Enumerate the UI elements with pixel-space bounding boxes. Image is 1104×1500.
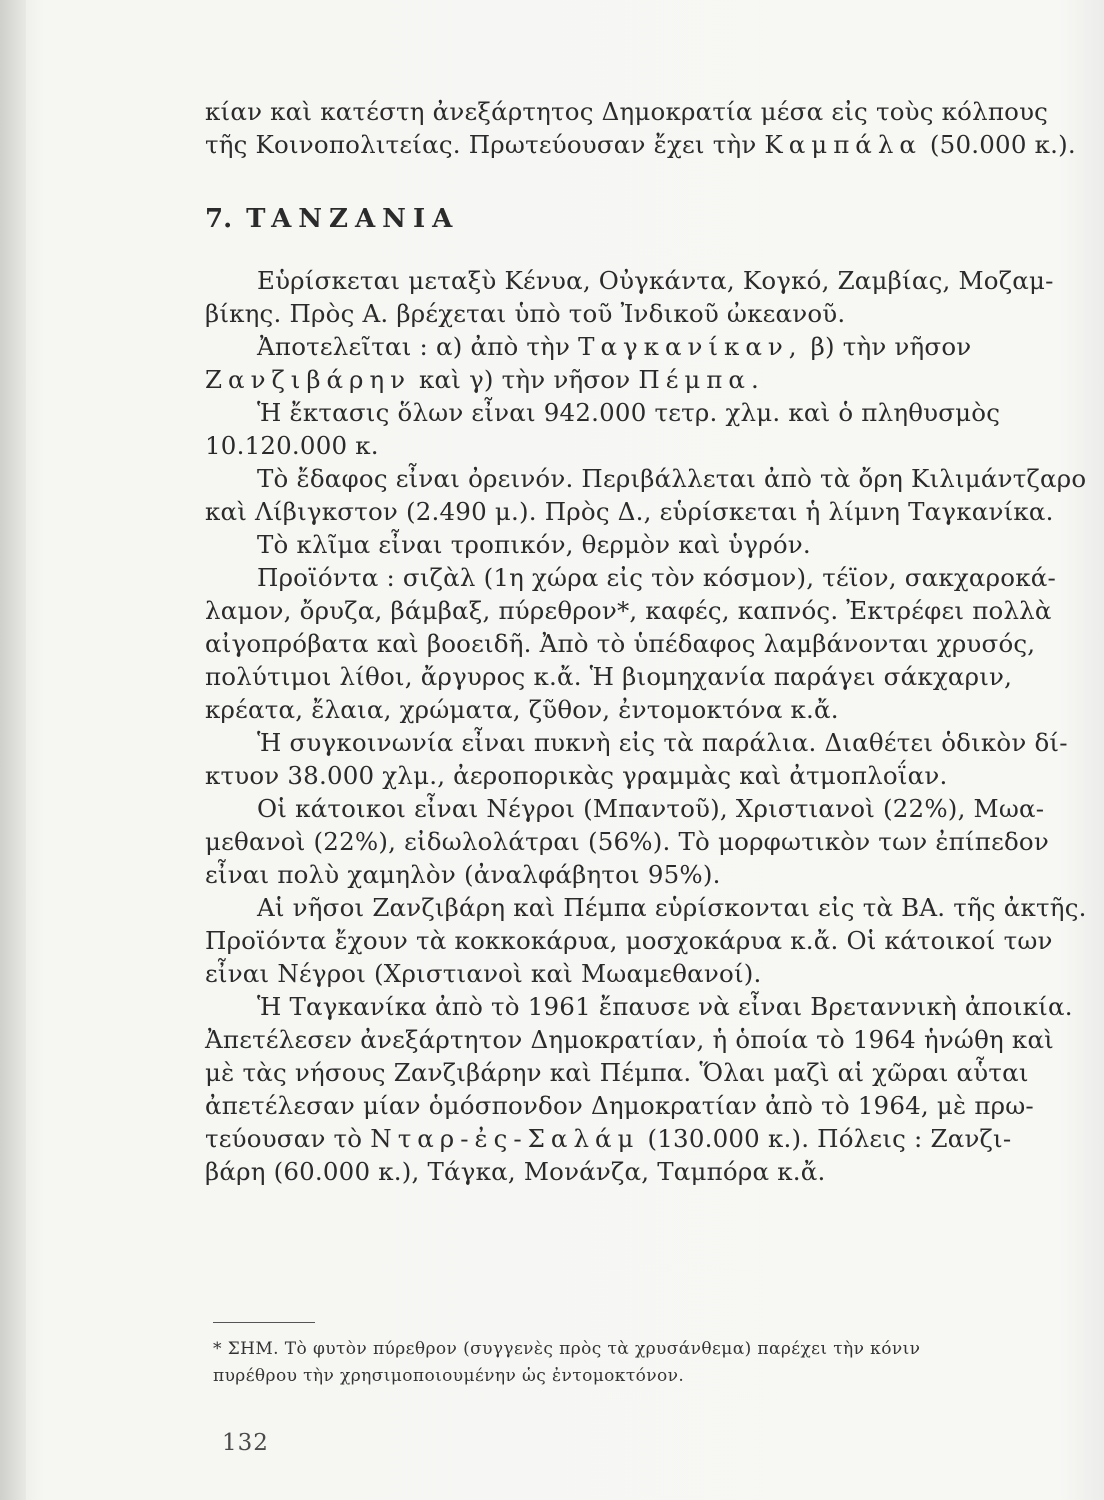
text-line: Προϊόντα : σιζὰλ (1η χώρα εἰς τὸν κόσμον), τέϊον, σακχαροκά- [257, 563, 1056, 592]
text-line: κτυον 38.000 χλμ., ἀεροπορικὰς γραμμὰς καὶ ἀτμοπλοΐαν. [205, 761, 948, 790]
footnote-line: πυρέθρου τὴν χρησιμοποιουμένην ὡς ἐντομοκτόνον. [213, 1366, 685, 1386]
footnote [213, 1336, 1083, 1390]
text-line: εἶναι Νέγροι (Χριστιανοὶ καὶ Μωαμεθανοί). [205, 959, 762, 988]
section-heading [205, 203, 1065, 236]
text-line: Αἱ νῆσοι Ζανζιβάρη καὶ Πέμπα εὑρίσκονται εἰς τὰ ΒΑ. τῆς ἀκτῆς. [257, 893, 1087, 922]
place-name: Ζανζιβάρην [205, 365, 412, 394]
text-line: ἀπετέλεσαν μίαν ὁμόσπονδον Δημοκρατίαν ἀπὸ τὸ 1964, μὲ πρω- [205, 1091, 1034, 1120]
text-line: Ἀπετέλεσεν ἀνεξάρτητον Δημοκρατίαν, ἡ ὁποία τὸ 1964 ἡνώθη καὶ [205, 1025, 1054, 1054]
text-line: κρέατα, ἔλαια, χρώματα, ζῦθον, ἐντομοκτόνα κ.ἄ. [205, 695, 839, 724]
text-line: Ἡ ἔκτασις ὅλων εἶναι 942.000 τετρ. χλμ. καὶ ὁ πληθυσμὸς [257, 398, 1001, 427]
text-line: κίαν καὶ κατέστη ἀνεξάρτητος Δημοκρατία μέσα εἰς τοὺς κόλπους [205, 97, 1049, 126]
text-line: Οἱ κάτοικοι εἶναι Νέγροι (Μπαντοῦ), Χριστιανοὶ (22%), Μωα- [257, 794, 1045, 823]
text-line: βάρη (60.000 κ.), Τάγκα, Μονάνζα, Ταμπόρα κ.ἄ. [205, 1157, 826, 1186]
capital-name: Νταρ-ἐς-Σαλάμ [370, 1124, 640, 1153]
text-line: μεθανοὶ (22%), εἰδωλολάτραι (56%). Τὸ μορφωτικὸν των ἐπίπεδον [205, 827, 1049, 856]
text-line: Τὸ ἔδαφος εἶναι ὀρεινόν. Περιβάλλεται ἀπὸ τὰ ὄρη Κιλιμάντζαρο [257, 464, 1087, 493]
place-name: Πέμπα. [638, 365, 765, 394]
text-line: εἶναι πολὺ χαμηλὸν (ἀναλφάβητοι 95%). [205, 860, 721, 889]
text-line: Προϊόντα ἔχουν τὰ κοκκοκάρυα, μοσχοκάρυα κ.ἄ. Οἱ κάτοικοί των [205, 926, 1053, 955]
place-name: Ταγκανίκαν, [578, 332, 803, 361]
section-number: 7. [205, 204, 233, 234]
text-line: βίκης. Πρὸς Α. βρέχεται ὑπὸ τοῦ Ἰνδικοῦ ὠκεανοῦ. [205, 299, 846, 328]
text-line: αἰγοπρόβατα καὶ βοοειδῆ. Ἀπὸ τὸ ὑπέδαφος λαμβάνονται χρυσός, [205, 629, 1036, 658]
page-number: 132 [222, 1430, 269, 1456]
text-line: λαμον, ὄρυζα, βάμβαξ, πύρεθρον*, καφές, καπνός. Ἐκτρέφει πολλὰ [205, 596, 1052, 625]
page-spine-shadow [0, 0, 26, 1500]
text-line: Ἡ συγκοινωνία εἶναι πυκνὴ εἰς τὰ παράλια. Διαθέτει ὁδικὸν δί- [257, 728, 1068, 757]
footnote-rule [213, 1322, 315, 1323]
section-title: TANZANIA [246, 204, 460, 234]
text-line: 10.120.000 κ. [205, 431, 379, 460]
text-line: καὶ Λίβιγκστον (2.490 μ.). Πρὸς Δ., εὑρίσκεται ἡ λίμνη Ταγκανίκα. [205, 497, 1054, 526]
text-line: τεύουσαν τὸ Νταρ-ἐς-Σαλάμ (130.000 κ.). Πόλεις : Ζανζι- [205, 1124, 1012, 1153]
text-line: πολύτιμοι λίθοι, ἄργυρος κ.ἄ. Ἡ βιομηχανία παράγει σάκχαριν, [205, 662, 1013, 691]
text-line: μὲ τὰς νήσους Ζανζιβάρην καὶ Πέμπα. Ὅλαι μαζὶ αἱ χῶραι αὗται [205, 1058, 1029, 1087]
footnote-line: * ΣΗΜ. Τὸ φυτὸν πύρεθρον (συγγενὲς πρὸς τὰ χρυσάνθεμα) παρέχει τὴν κόνιν [213, 1339, 921, 1359]
text-line: Ζανζιβάρην καὶ γ) τὴν νῆσον Πέμπα. [205, 365, 765, 394]
capital-name: Καμπάλα [764, 130, 922, 159]
body-text [205, 95, 1087, 1188]
text-line: Τὸ κλῖμα εἶναι τροπικόν, θερμὸν καὶ ὑγρόν. [257, 530, 811, 559]
text-line: τῆς Κοινοπολιτείας. Πρωτεύουσαν ἔχει τὴν Καμπάλα (50.000 κ.). [205, 130, 1076, 159]
text-line: Εὑρίσκεται μεταξὺ Κένυα, Οὐγκάντα, Κογκό, Ζαμβίας, Μοζαμ- [257, 266, 1054, 295]
text-line: Ἡ Ταγκανίκα ἀπὸ τὸ 1961 ἔπαυσε νὰ εἶναι Βρεταννικὴ ἀποικία. [257, 992, 1073, 1021]
text-line: Ἀποτελεῖται : α) ἀπὸ τὴν Ταγκανίκαν, β) τὴν νῆσον [257, 332, 972, 361]
